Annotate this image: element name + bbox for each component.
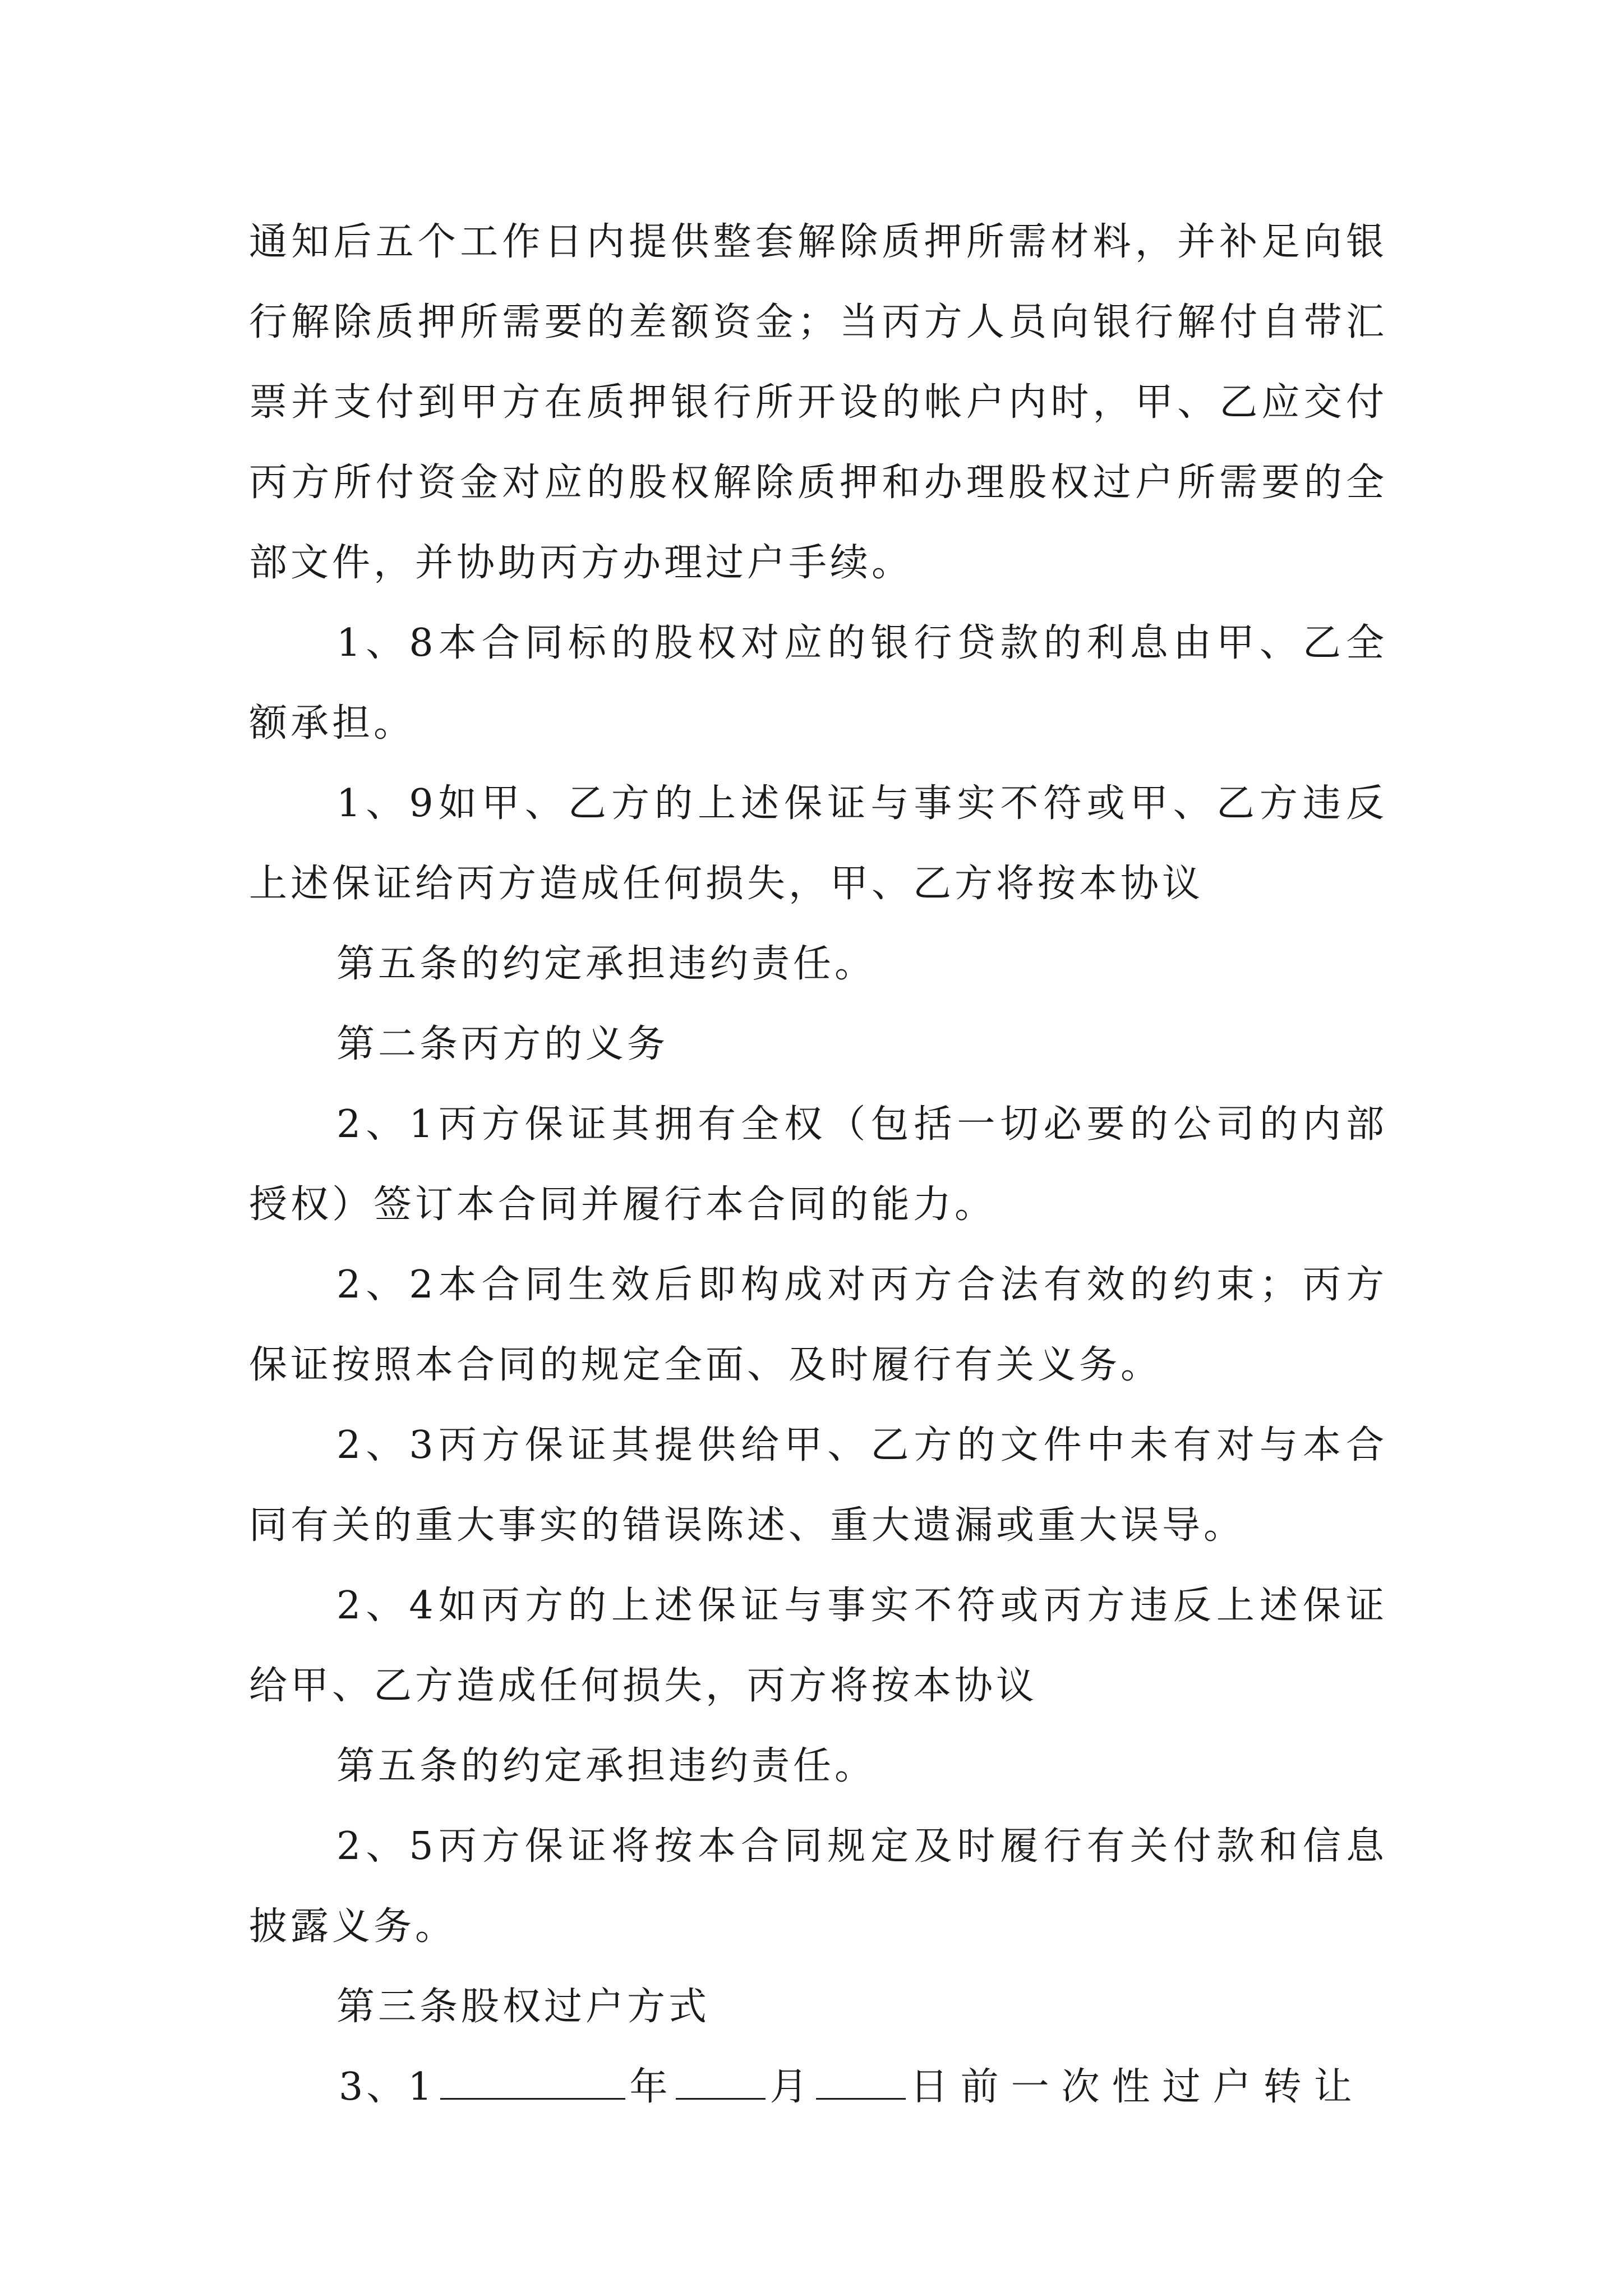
clause-3-1-number: 3、1 [339, 2065, 436, 2109]
day-label-tail: 日前一次性过户转让 [910, 2065, 1364, 2109]
clause-2-5: 2、5丙方保证将按本合同规定及时履行有关付款和信息披露义务。 [249, 1824, 1387, 1949]
clause-1-8: 1、8本合同标的股权对应的银行贷款的利息由甲、乙全额承担。 [249, 621, 1387, 746]
article-3-heading: 第三条股权过户方式 [336, 1985, 711, 2029]
clause-2-4: 2、4如丙方的上述保证与事实不符或丙方违反上述保证给甲、乙方造成任何损失，丙方将按本协议 [249, 1584, 1387, 1708]
month-blank [676, 2062, 766, 2100]
clause-1-9-tail: 第五条的约定承担违约责任。 [336, 942, 877, 986]
paragraph-continuation: 通知后五个工作日内提供整套解除质押所需材料，并补足向银行解除质押所需要的差额资金；当丙方人员向银行解付自带汇票并支付到甲方在质押银行所开设的帐户内时，甲、乙应交付丙方所付资金对应的股权解除质押和办理股权过户所需要的全部文件，并协助丙方办理过户手续。 [249, 220, 1387, 585]
year-label: 年 [629, 2065, 671, 2109]
clause-2-3: 2、3丙方保证其提供给甲、乙方的文件中未有对与本合同有关的重大事实的错误陈述、重大遗漏或重大误导。 [249, 1423, 1387, 1548]
clause-2-1: 2、1丙方保证其拥有全权（包括一切必要的公司的内部授权）签订本合同并履行本合同的能力。 [249, 1102, 1387, 1227]
day-blank [816, 2062, 906, 2100]
month-label: 月 [769, 2065, 811, 2109]
clause-1-9: 1、9如甲、乙方的上述保证与事实不符或甲、乙方违反上述保证给丙方造成任何损失，甲、乙方将按本协议 [249, 781, 1387, 906]
year-blank [440, 2062, 625, 2100]
document-body [249, 202, 1387, 2127]
clause-3-1 [249, 2047, 1387, 2127]
clause-2-4-tail: 第五条的约定承担违约责任。 [336, 1744, 877, 1788]
article-2-heading: 第二条丙方的义务 [336, 1022, 669, 1066]
clause-2-2: 2、2本合同生效后即构成对丙方合法有效的约束；丙方保证按照本合同的规定全面、及时履行有关义务。 [249, 1263, 1387, 1387]
